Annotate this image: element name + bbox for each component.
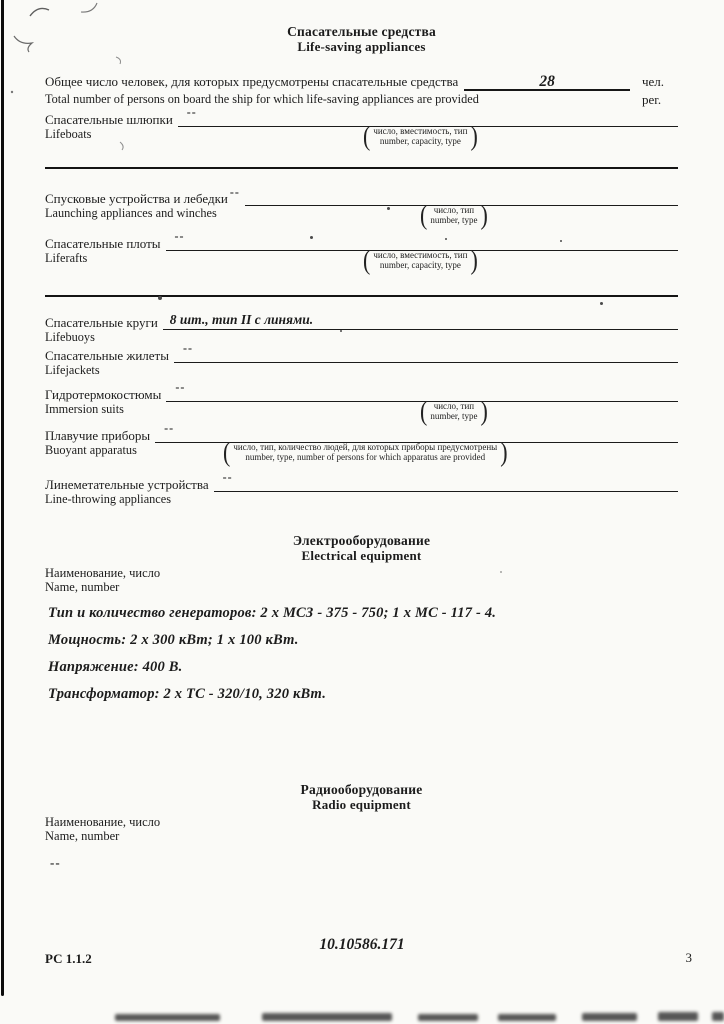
open-paren: ( <box>363 243 371 275</box>
row-label-ru: Линеметательные устройства <box>45 477 209 492</box>
handwritten-entry: Тип и количество генераторов: 2 х МСЗ - 375 - 750; 1 х МС - 117 - 4. <box>48 605 497 621</box>
open-paren: ( <box>420 394 428 426</box>
row-lifeboats <box>45 105 678 155</box>
handwritten-entry: Трансформатор: 2 х ТС - 320/10, 320 кВт. <box>48 686 327 702</box>
hint-en: number, type <box>430 411 478 421</box>
open-paren: ( <box>223 435 231 467</box>
scan-speck <box>445 238 447 240</box>
row-label-ru: Спасательные шлюпки <box>45 112 173 127</box>
row-label-en: Lifebuoys <box>45 330 95 344</box>
bleed-mark <box>712 1012 724 1021</box>
hint-ru: число, тип <box>433 204 475 215</box>
row-label-en: Lifejackets <box>45 363 100 377</box>
row-label-ru: Спасательные жилеты <box>45 348 169 363</box>
row-field-line <box>214 470 678 492</box>
name-number-labels <box>45 815 678 843</box>
scan-speck <box>158 296 162 300</box>
separator-line <box>45 295 678 297</box>
total-persons-field <box>464 70 630 91</box>
row-lifejackets <box>45 341 678 378</box>
row-label-ru: Спасательные круги <box>45 315 158 330</box>
row-label-en: Lifeboats <box>45 127 92 141</box>
section-title-ru: Спасательные средства <box>287 24 436 39</box>
hint-en: number, type <box>430 215 478 225</box>
row-label-en: Immersion suits <box>45 402 124 416</box>
hint-en: number, capacity, type <box>379 136 461 146</box>
scan-speck <box>310 236 313 239</box>
handwritten-entry: 8 шт., тип II с линями. <box>169 312 314 327</box>
field-hint <box>420 394 488 426</box>
form-content <box>45 0 678 871</box>
handwritten-dash: -- <box>182 341 193 355</box>
hint-en: number, type, number of persons for which apparatus are provided <box>245 452 486 462</box>
row-total-persons <box>45 70 678 107</box>
scan-speck <box>600 302 603 305</box>
bleed-mark <box>658 1012 698 1021</box>
close-paren: ) <box>470 243 478 275</box>
row-label-ru: Гидротермокостюмы <box>45 387 162 402</box>
row-label-en: Buoyant apparatus <box>45 443 137 457</box>
row-line-throwing <box>45 470 678 507</box>
row-liferafts <box>45 229 678 279</box>
close-paren: ) <box>480 394 488 426</box>
total-persons-label-ru: Общее число человек, для которых предусмотрены спасательные средства <box>45 74 459 89</box>
name-number-en: Name, number <box>45 829 120 843</box>
section-title-en: Electrical equipment <box>301 548 422 563</box>
row-label-ru: Спасательные плоты <box>45 236 161 251</box>
row-label-en: Liferafts <box>45 251 88 265</box>
hint-ru: число, вместимость, тип <box>373 249 468 260</box>
name-number-en: Name, number <box>45 580 120 594</box>
hint-en: number, capacity, type <box>379 260 461 270</box>
field-hint <box>363 243 478 275</box>
handwritten-dash: -- <box>222 470 233 484</box>
row-buoyant-apparatus <box>45 421 678 467</box>
row-label-en: Launching appliances and winches <box>45 206 217 220</box>
bleed-mark <box>498 1014 556 1021</box>
document-number: 10.10586.171 <box>319 936 405 953</box>
bleed-mark <box>262 1013 392 1021</box>
section-title-en: Life-saving appliances <box>297 39 426 54</box>
scan-speck <box>387 207 390 210</box>
section-title-life-saving <box>45 24 678 54</box>
row-label-ru: Спусковые устройства и лебедки <box>45 191 228 206</box>
name-number-labels <box>45 566 678 594</box>
name-number-ru: Наименование, число <box>45 566 161 580</box>
total-persons-value: 28 <box>539 73 555 90</box>
close-paren: ) <box>480 198 488 230</box>
row-launching-appliances <box>45 185 678 234</box>
electrical-entries <box>45 600 678 708</box>
row-field-line <box>163 312 678 330</box>
close-paren: ) <box>500 435 508 467</box>
close-paren: ) <box>470 119 478 151</box>
scan-speck <box>500 571 502 573</box>
bleed-mark <box>582 1013 637 1021</box>
handwritten-entry: Напряжение: 400 В. <box>48 659 183 675</box>
total-persons-unit-ru: чел. <box>642 74 665 89</box>
row-field-line <box>174 341 678 363</box>
total-persons-label-en: Total number of persons on board the ship for which life-saving appliances are provided <box>45 92 479 106</box>
section-title-ru: Радиооборудование <box>300 782 423 797</box>
row-label-en: Line-throwing appliances <box>45 492 172 506</box>
row-lifebuoys <box>45 312 678 345</box>
field-hint <box>363 119 478 151</box>
separator-line <box>45 167 678 169</box>
bleed-mark <box>115 1014 220 1021</box>
field-hint <box>420 198 488 230</box>
page-number: 3 <box>685 950 692 965</box>
form-code: РС 1.1.2 <box>45 951 92 966</box>
hint-ru: число, вместимость, тип <box>373 125 468 136</box>
bleed-mark <box>418 1014 478 1021</box>
hint-ru: число, тип, количество людей, для которых приборы предусмотрены <box>233 441 498 452</box>
row-immersion-suits <box>45 380 678 426</box>
handwritten-dash: -- <box>229 185 240 199</box>
section-title-ru: Электрооборудование <box>292 533 431 548</box>
handwritten-dash: -- <box>174 229 185 243</box>
section-title-en: Radio equipment <box>312 797 411 812</box>
row-label-ru: Плавучие приборы <box>45 428 151 443</box>
name-number-ru: Наименование, число <box>45 815 161 829</box>
open-paren: ( <box>420 198 428 230</box>
open-paren: ( <box>363 119 371 151</box>
section-title-radio <box>45 782 678 812</box>
total-persons-unit-en: per. <box>642 92 662 107</box>
handwritten-dash: -- <box>50 855 61 870</box>
handwritten-dash: -- <box>175 380 186 394</box>
hint-ru: число, тип <box>433 400 475 411</box>
handwritten-entry: Мощность: 2 х 300 кВт; 1 х 100 кВт. <box>48 632 299 648</box>
section-title-electrical <box>45 533 678 563</box>
handwritten-dash: -- <box>186 105 197 119</box>
scan-speck <box>340 330 342 332</box>
field-hint <box>223 435 508 467</box>
bleed-through-band <box>0 1008 724 1024</box>
handwritten-dash: -- <box>164 421 175 435</box>
scan-speck <box>560 240 562 242</box>
